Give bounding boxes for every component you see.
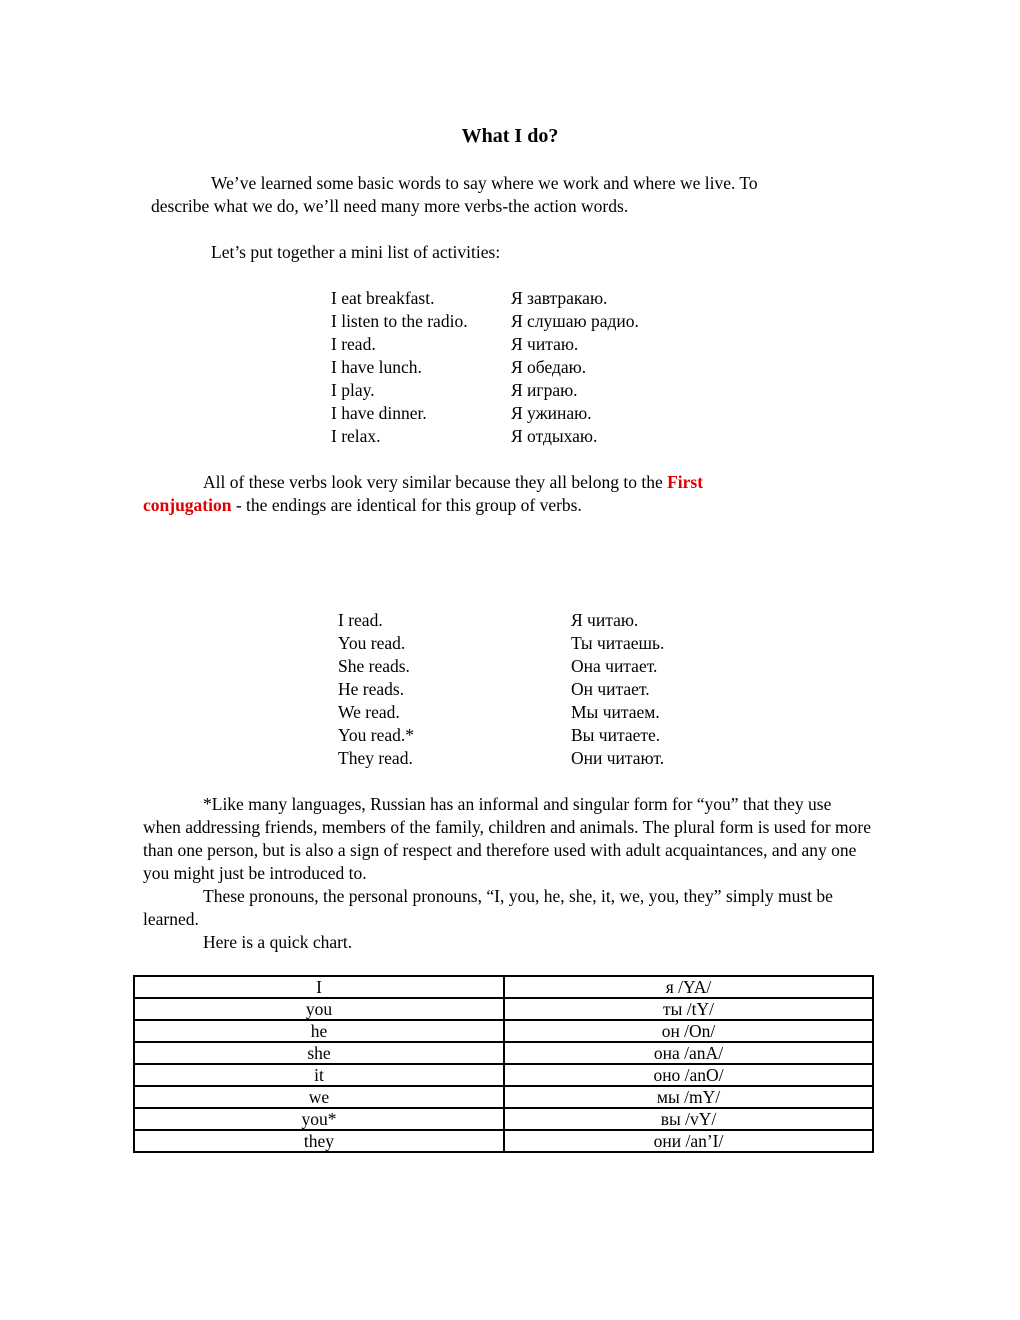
pronoun-ru: ты /tY/ — [504, 998, 873, 1020]
activity-ru: Я обедаю. — [511, 357, 587, 377]
first-highlight: First — [667, 472, 704, 492]
activity-en: I listen to the radio. — [331, 311, 468, 331]
form-ru: Он читает. — [571, 679, 650, 699]
conjugation-highlight: conjugation — [143, 495, 232, 515]
conjugation-text-end: - the endings are identical for this group of verbs. — [231, 495, 582, 515]
note-paragraph-3 — [143, 931, 873, 954]
pronoun-en: you* — [134, 1108, 504, 1130]
activity-en: I have lunch. — [331, 357, 422, 377]
activity-ru: Я слушаю радио. — [511, 311, 639, 331]
table-row — [134, 1086, 873, 1108]
pronoun-ru: она /anA/ — [504, 1042, 873, 1064]
table-row — [134, 1064, 873, 1086]
activity-ru: Я завтракаю. — [511, 288, 608, 308]
pronoun-en: it — [134, 1064, 504, 1086]
form-ru: Вы читаете. — [571, 725, 661, 745]
list-item — [338, 609, 664, 632]
table-row — [134, 1020, 873, 1042]
activity-en: I eat breakfast. — [331, 288, 435, 308]
table-row — [134, 1108, 873, 1130]
table-row — [134, 976, 873, 998]
conjugation-paragraph — [143, 471, 803, 517]
note-text-2: These pronouns, the personal pronouns, “I, you, he, she, it, we, you, they” simply must be learned. — [143, 886, 833, 929]
list-intro: Let’s put together a mini list of activities: — [211, 242, 501, 262]
activities-list — [331, 287, 639, 448]
read-forms-list — [338, 609, 664, 770]
activity-ru: Я ужинаю. — [511, 403, 592, 423]
activity-ru: Я читаю. — [511, 334, 579, 354]
activity-en: I relax. — [331, 426, 381, 446]
list-item — [331, 287, 639, 310]
pronoun-table — [133, 975, 874, 1153]
form-ru: Ты читаешь. — [571, 633, 665, 653]
note-text-1: *Like many languages, Russian has an informal and singular form for “you” that they use when addressing friends, members of the family, children and animals. The plural form is used for more than one person, but is also a sign of respect and therefore used with adult acquaintances, and any one you might just be introduced to. — [143, 794, 871, 883]
pronoun-en: you — [134, 998, 504, 1020]
pronoun-en: I — [134, 976, 504, 998]
list-item — [338, 632, 664, 655]
form-ru: Она читает. — [571, 656, 658, 676]
note-paragraph-2 — [143, 885, 873, 931]
list-item — [331, 425, 639, 448]
form-en: He reads. — [338, 679, 405, 699]
pronoun-ru: мы /mY/ — [504, 1086, 873, 1108]
pronoun-ru: вы /vY/ — [504, 1108, 873, 1130]
list-item — [331, 333, 639, 356]
form-en: They read. — [338, 748, 413, 768]
pronoun-en: they — [134, 1130, 504, 1152]
pronoun-en: we — [134, 1086, 504, 1108]
activity-en: I have dinner. — [331, 403, 427, 423]
table-row — [134, 998, 873, 1020]
pronoun-ru: они /an’I/ — [504, 1130, 873, 1152]
form-ru: Они читают. — [571, 748, 665, 768]
activity-ru: Я играю. — [511, 380, 578, 400]
table-row — [134, 1042, 873, 1064]
page-title: What I do? — [461, 125, 559, 147]
list-item — [338, 747, 664, 770]
intro-line-1: We’ve learned some basic words to say where we work and where we live. To — [211, 173, 758, 193]
form-ru: Я читаю. — [571, 610, 639, 630]
note-text-3: Here is a quick chart. — [203, 932, 353, 952]
form-en: We read. — [338, 702, 400, 722]
list-item — [338, 724, 664, 747]
list-item — [331, 356, 639, 379]
activity-en: I play. — [331, 380, 375, 400]
form-en: She reads. — [338, 656, 410, 676]
list-item — [338, 678, 664, 701]
form-en: You read. — [338, 633, 406, 653]
pronoun-ru: он /On/ — [504, 1020, 873, 1042]
pronoun-en: he — [134, 1020, 504, 1042]
activity-en: I read. — [331, 334, 376, 354]
intro-line-2: describe what we do, we’ll need many more verbs-the action words. — [151, 196, 629, 216]
list-item — [331, 402, 639, 425]
pronoun-ru: я /YA/ — [504, 976, 873, 998]
note-paragraph-1 — [143, 793, 873, 885]
table-row — [134, 1130, 873, 1152]
list-item — [331, 310, 639, 333]
form-ru: Мы читаем. — [571, 702, 660, 722]
form-en: I read. — [338, 610, 383, 630]
list-item — [331, 379, 639, 402]
pronoun-en: she — [134, 1042, 504, 1064]
conjugation-text: All of these verbs look very similar because they all belong to the — [203, 472, 668, 492]
activity-ru: Я отдыхаю. — [511, 426, 598, 446]
pronoun-ru: оно /anO/ — [504, 1064, 873, 1086]
form-en: You read.* — [338, 725, 414, 745]
list-item — [338, 701, 664, 724]
list-item — [338, 655, 664, 678]
